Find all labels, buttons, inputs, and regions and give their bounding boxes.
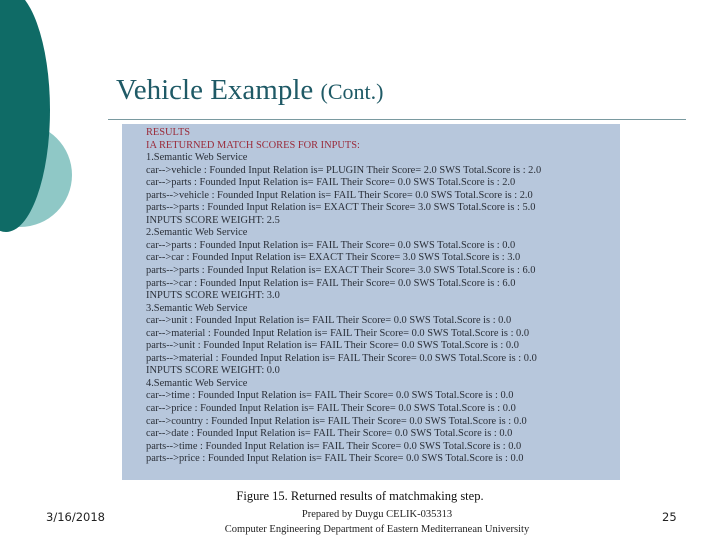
decorative-circles <box>0 0 90 300</box>
result-line: car-->vehicle : Founded Input Relation is= PLUGIN Their Score= 2.0 SWS Total.Score is : 2.0 <box>146 164 542 176</box>
result-line: parts-->material : Founded Input Relation is= FAIL Their Score= 0.0 SWS Total.Score is : 0.0 <box>146 352 537 364</box>
result-line: 4.Semantic Web Service <box>146 377 248 389</box>
result-line: IA RETURNED MATCH SCORES FOR INPUTS: <box>146 139 360 151</box>
result-line: parts-->unit : Founded Input Relation is= FAIL Their Score= 0.0 SWS Total.Score is : 0.0 <box>146 340 519 352</box>
result-line: parts-->vehicle : Founded Input Relation is= FAIL Their Score= 0.0 SWS Total.Score is : 2.0 <box>146 189 533 201</box>
result-line: INPUTS SCORE WEIGHT: 0.0 <box>146 365 280 377</box>
page-number: 25 <box>662 510 677 524</box>
result-line: 2.Semantic Web Service <box>146 227 248 239</box>
footer-author: Prepared by Duygu CELIK-035313 <box>301 509 453 520</box>
footer-department: Computer Engineering Department of Eastern Mediterranean University <box>224 524 530 535</box>
result-line: parts-->parts : Founded Input Relation is= EXACT Their Score= 3.0 SWS Total.Score is : 6.0 <box>146 265 536 277</box>
result-line: parts-->price : Founded Input Relation is= FAIL Their Score= 0.0 SWS Total.Score is : 0.0 <box>146 453 524 465</box>
result-line: car-->material : Founded Input Relation is= FAIL Their Score= 0.0 SWS Total.Score is : 0.0 <box>146 327 530 339</box>
result-line: INPUTS SCORE WEIGHT: 3.0 <box>146 290 280 302</box>
result-line: parts-->parts : Founded Input Relation is= EXACT Their Score= 3.0 SWS Total.Score is : 5.0 <box>146 202 536 214</box>
result-line: parts-->car : Founded Input Relation is= FAIL Their Score= 0.0 SWS Total.Score is : 6.0 <box>146 277 516 289</box>
result-line: car-->time : Founded Input Relation is= FAIL Their Score= 0.0 SWS Total.Score is : 0.0 <box>146 390 514 402</box>
result-line: INPUTS SCORE WEIGHT: 2.5 <box>146 214 280 226</box>
result-line: car-->price : Founded Input Relation is= FAIL Their Score= 0.0 SWS Total.Score is : 0.0 <box>146 403 516 415</box>
slide-title <box>116 74 383 107</box>
result-line: 1.Semantic Web Service <box>146 152 248 164</box>
result-line: car-->country : Founded Input Relation is= FAIL Their Score= 0.0 SWS Total.Score is : 0.0 <box>146 415 527 427</box>
result-line: car-->unit : Founded Input Relation is= FAIL Their Score= 0.0 SWS Total.Score is : 0.0 <box>146 315 512 327</box>
results-text-block <box>146 127 616 466</box>
result-line: parts-->time : Founded Input Relation is= FAIL Their Score= 0.0 SWS Total.Score is : 0.0 <box>146 440 522 452</box>
figure-caption: Figure 15. Returned results of matchmaking step. <box>236 489 484 503</box>
title-divider <box>108 119 686 120</box>
result-line: car-->parts : Founded Input Relation is= FAIL Their Score= 0.0 SWS Total.Score is : 2.0 <box>146 177 516 189</box>
title-suffix: (Cont.) <box>320 79 384 104</box>
result-line: car-->parts : Founded Input Relation is= FAIL Their Score= 0.0 SWS Total.Score is : 0.0 <box>146 239 516 251</box>
results-screenshot <box>122 124 620 480</box>
slide-footer <box>198 507 556 537</box>
slide-decoration <box>0 0 90 300</box>
title-main: Vehicle Example <box>116 74 314 106</box>
result-line: RESULTS <box>146 127 191 138</box>
result-line: 3.Semantic Web Service <box>146 302 248 314</box>
result-line: car-->car : Founded Input Relation is= EXACT Their Score= 3.0 SWS Total.Score is : 3.0 <box>146 252 521 264</box>
result-line: car-->date : Founded Input Relation is= FAIL Their Score= 0.0 SWS Total.Score is : 0.0 <box>146 428 513 440</box>
slide-date: 3/16/2018 <box>46 510 105 524</box>
